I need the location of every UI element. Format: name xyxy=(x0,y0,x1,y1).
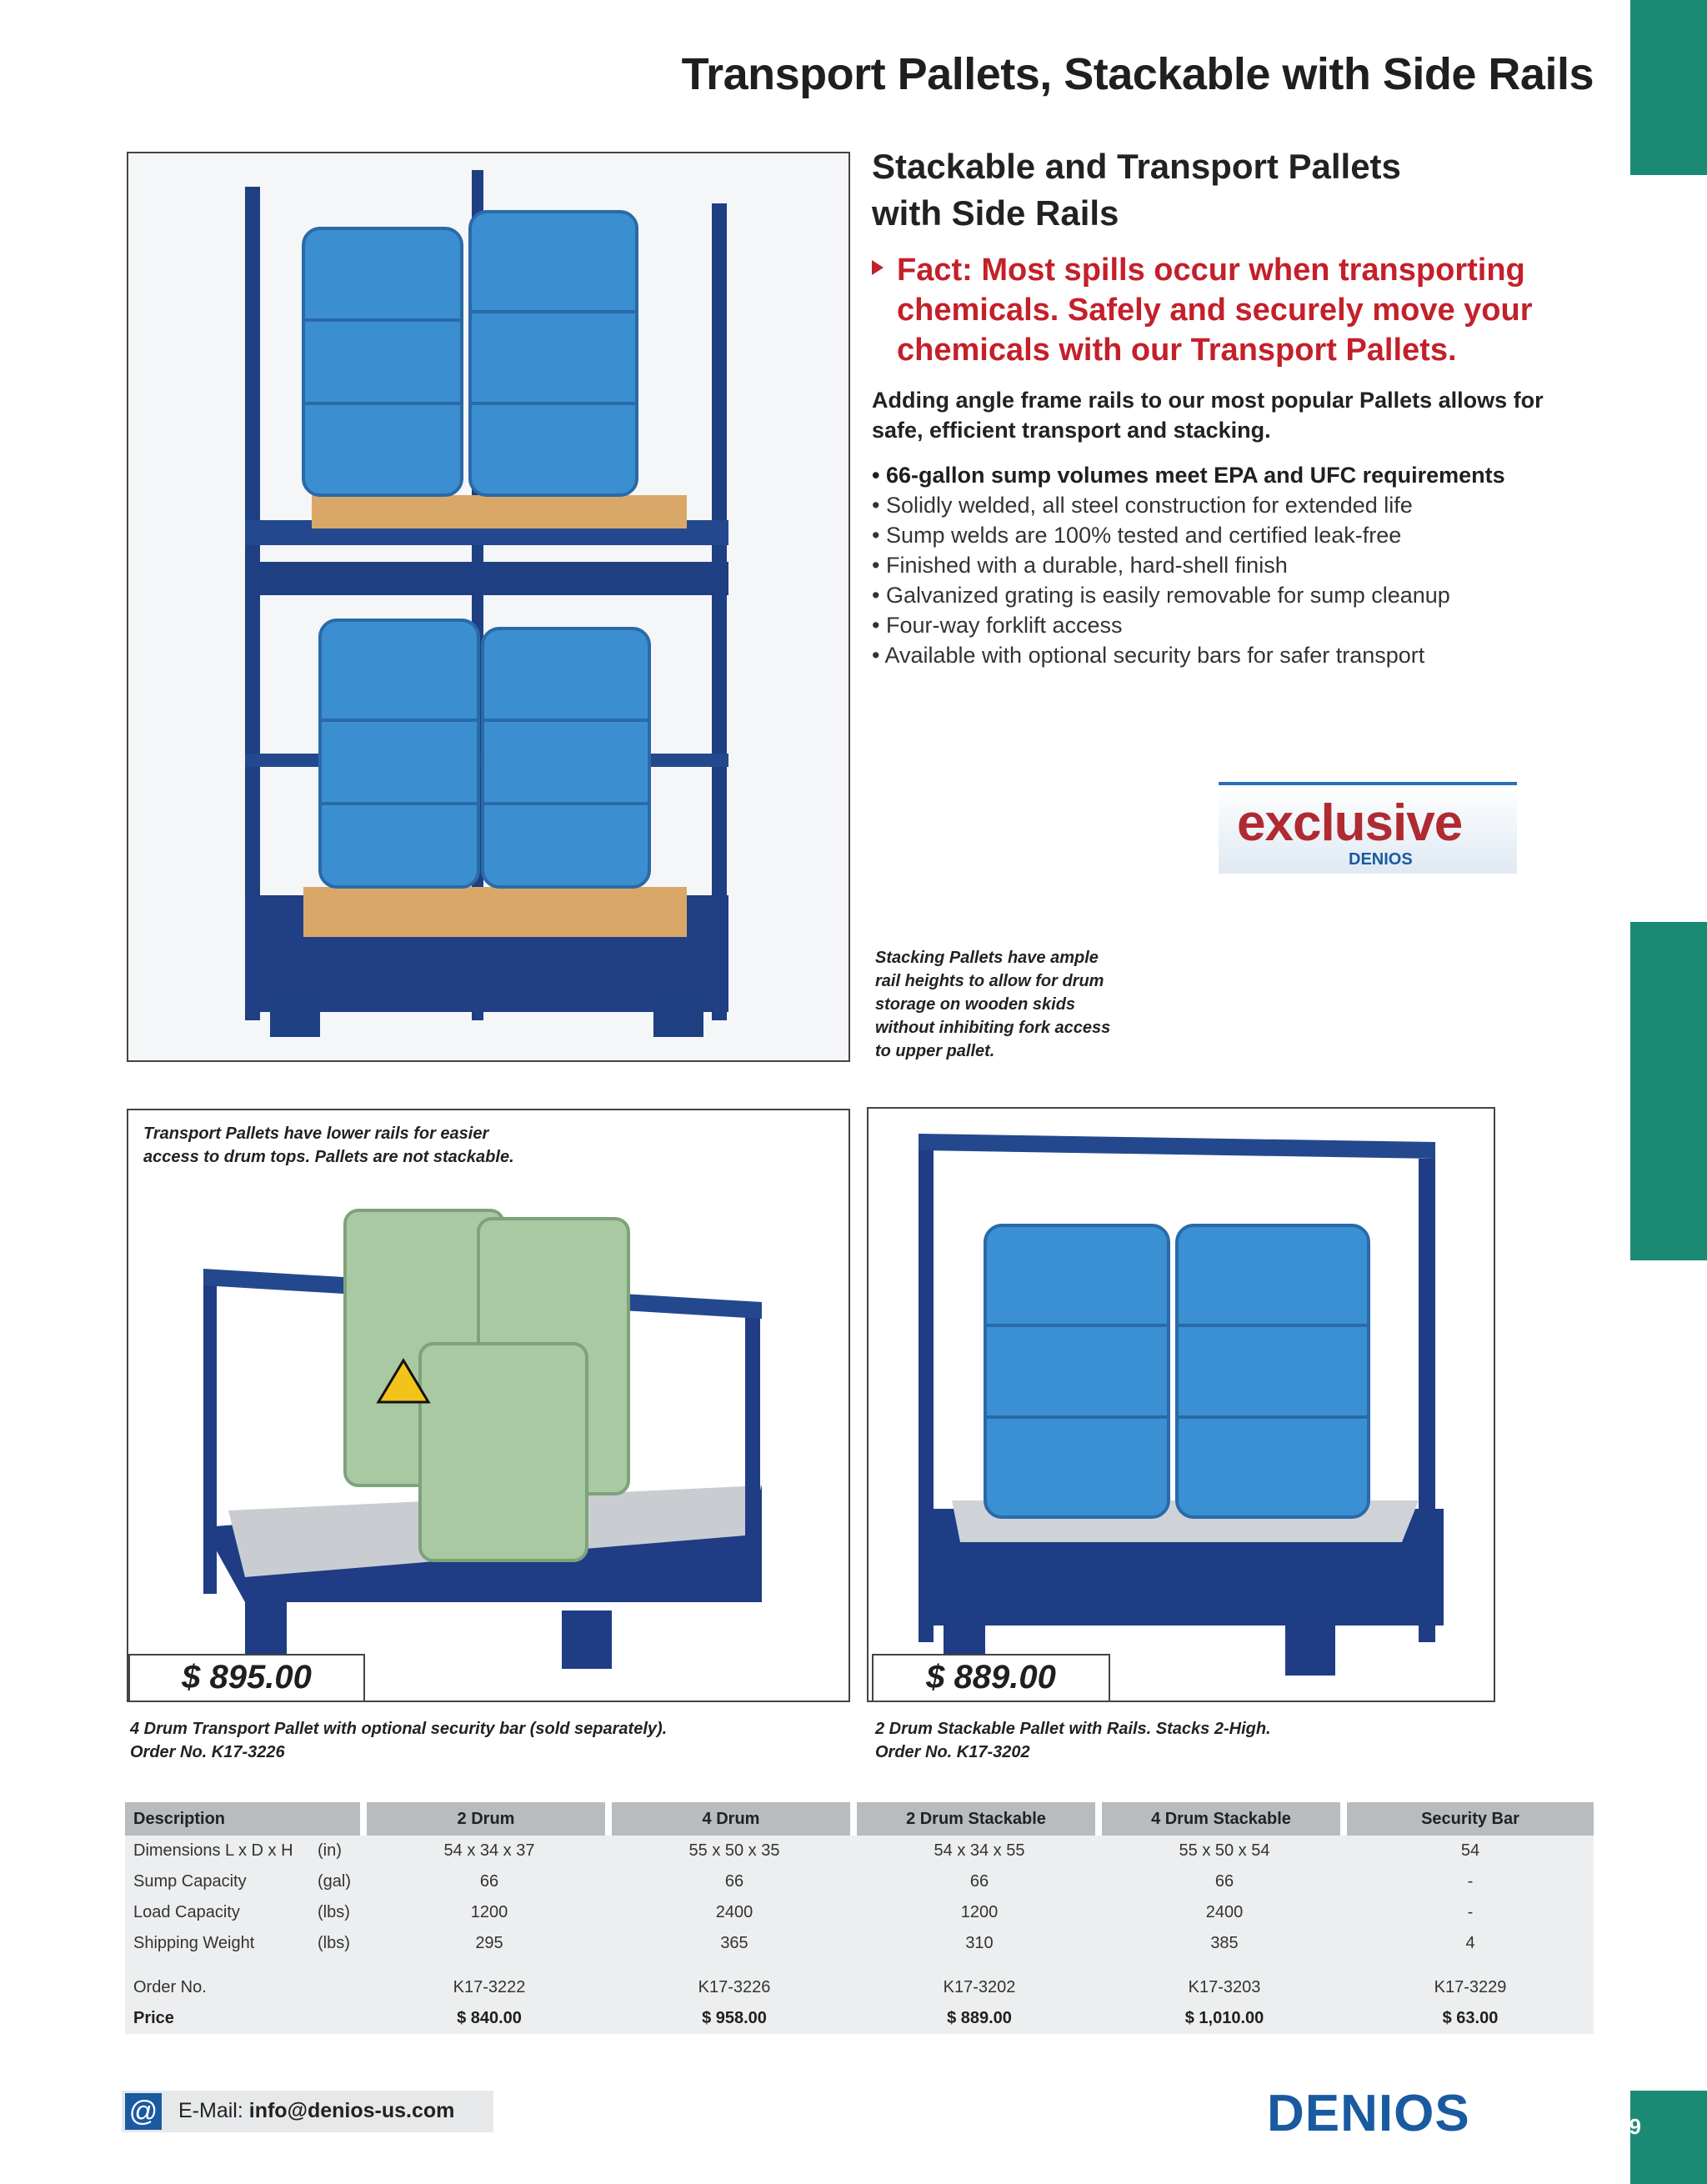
table-cell: - xyxy=(1347,1897,1594,1928)
row-unit: (lbs) xyxy=(317,1928,367,1959)
section-heading xyxy=(872,143,1605,237)
feature-item: • Available with optional security bars for safer transport xyxy=(872,643,1425,668)
table-cell: $ 889.00 xyxy=(857,2003,1102,2034)
exclusive-logo xyxy=(1219,782,1517,874)
row-label: Dimensions L x D x H xyxy=(125,1836,317,1866)
table-cell: 55 x 50 x 54 xyxy=(1102,1836,1347,1866)
feature-item: • Solidly welded, all steel construction for extended life xyxy=(872,493,1413,518)
table-cell: 54 xyxy=(1347,1836,1594,1866)
table-cell: $ 63.00 xyxy=(1347,2003,1594,2034)
stacked-pallets-photo xyxy=(127,152,850,1062)
column-header: 4 Drum xyxy=(612,1802,857,1836)
row-label: Load Capacity xyxy=(125,1897,317,1928)
section-heading-line1: Stackable and Transport Pallets xyxy=(872,147,1401,186)
feature-item: • 66-gallon sump volumes meet EPA and UFC requirements xyxy=(872,463,1505,488)
table-cell: 1200 xyxy=(857,1897,1102,1928)
stacking-caption: Stacking Pallets have ample rail heights to allow for drum storage on wooden skids without inhibiting fork access to upper pallet. xyxy=(875,949,1111,1060)
feature-item: • Sump welds are 100% tested and certified leak-free xyxy=(872,523,1402,548)
table-header-row xyxy=(125,1802,1594,1836)
table-cell: $ 1,010.00 xyxy=(1102,2003,1347,2034)
column-header: Description xyxy=(125,1802,367,1836)
side-tab-bottom xyxy=(1630,2091,1707,2184)
table-cell: 2400 xyxy=(612,1897,857,1928)
table-cell: K17-3229 xyxy=(1347,1972,1594,2003)
order-number-transport: Order No. K17-3226 xyxy=(130,1743,285,1761)
page-number: 99 xyxy=(1617,2114,1641,2139)
feature-item: • Finished with a durable, hard-shell finish xyxy=(872,553,1288,578)
table-row xyxy=(125,1836,1594,1866)
table-cell: 1200 xyxy=(367,1897,612,1928)
table-cell: $ 958.00 xyxy=(612,2003,857,2034)
page-title: Transport Pallets, Stackable with Side Rails xyxy=(681,49,1594,99)
column-header: 2 Drum xyxy=(367,1802,612,1836)
table-cell: 55 x 50 x 35 xyxy=(612,1836,857,1866)
table-cell: 365 xyxy=(612,1928,857,1959)
table-cell: 385 xyxy=(1102,1928,1347,1959)
transport-pallet-photo xyxy=(127,1109,850,1702)
table-spacer-row xyxy=(125,1959,1594,1972)
row-unit: (gal) xyxy=(317,1866,367,1897)
table-cell: K17-3226 xyxy=(612,1972,857,2003)
table-cell: 54 x 34 x 37 xyxy=(367,1836,612,1866)
table-cell: K17-3222 xyxy=(367,1972,612,2003)
row-label: Order No. xyxy=(125,1972,367,2003)
product-description-transport: 4 Drum Transport Pallet with optional security bar (sold separately). xyxy=(130,1720,668,1738)
column-header: 2 Drum Stackable xyxy=(857,1802,1102,1836)
order-number-stackable: Order No. K17-3202 xyxy=(875,1743,1030,1761)
email-line xyxy=(178,2099,454,2123)
table-cell: 66 xyxy=(857,1866,1102,1897)
fact-callout xyxy=(872,250,1589,370)
row-unit: (in) xyxy=(317,1836,367,1866)
table-row-price xyxy=(125,2003,1594,2034)
table-row-order xyxy=(125,1972,1594,2003)
spec-table xyxy=(125,1802,1594,2034)
side-tab-top xyxy=(1630,0,1707,175)
exclusive-logo-word: exclusive xyxy=(1237,794,1463,852)
at-sign-icon: @ xyxy=(125,2093,162,2130)
row-label: Sump Capacity xyxy=(125,1866,317,1897)
email-label: E-Mail: xyxy=(178,2099,243,2122)
transport-caption: Transport Pallets have lower rails for easier access to drum tops. Pallets are not stackable. xyxy=(143,1125,514,1166)
side-tab-middle xyxy=(1630,922,1707,1260)
table-cell: 295 xyxy=(367,1928,612,1959)
denios-logo: DENIOS xyxy=(1267,2085,1470,2142)
table-cell: 66 xyxy=(612,1866,857,1897)
row-unit: (lbs) xyxy=(317,1897,367,1928)
stackable-pallet-photo xyxy=(867,1107,1495,1702)
exclusive-logo-brand: DENIOS xyxy=(1349,850,1413,869)
table-cell: K17-3203 xyxy=(1102,1972,1347,2003)
row-label: Price xyxy=(125,2003,367,2034)
table-row xyxy=(125,1897,1594,1928)
table-cell: 54 x 34 x 55 xyxy=(857,1836,1102,1866)
fact-text: Fact: Most spills occur when transporting chemicals. Safely and securely move your chemicals with our Transport Pallets. xyxy=(897,253,1533,368)
row-label: Shipping Weight xyxy=(125,1928,317,1959)
table-cell: 4 xyxy=(1347,1928,1594,1959)
product-description-stackable: 2 Drum Stackable Pallet with Rails. Stacks 2-High. xyxy=(875,1720,1271,1738)
feature-item: • Galvanized grating is easily removable for sump cleanup xyxy=(872,583,1450,608)
table-cell: 66 xyxy=(367,1866,612,1897)
intro-text: Adding angle frame rails to our most popular Pallets allows for safe, efficient transport and stacking. xyxy=(872,388,1544,443)
feature-item: • Four-way forklift access xyxy=(872,613,1123,638)
email-address[interactable]: info@denios-us.com xyxy=(248,2099,455,2122)
price-box-transport: $ 895.00 xyxy=(128,1654,365,1702)
table-row xyxy=(125,1866,1594,1897)
feature-list xyxy=(872,460,1589,670)
table-cell: $ 840.00 xyxy=(367,2003,612,2034)
column-header: 4 Drum Stackable xyxy=(1102,1802,1347,1836)
table-cell: 310 xyxy=(857,1928,1102,1959)
table-cell: 66 xyxy=(1102,1866,1347,1897)
table-cell: 2400 xyxy=(1102,1897,1347,1928)
price-box-stackable: $ 889.00 xyxy=(872,1654,1110,1702)
section-heading-line2: with Side Rails xyxy=(872,193,1119,233)
table-row xyxy=(125,1928,1594,1959)
table-cell: K17-3202 xyxy=(857,1972,1102,2003)
column-header: Security Bar xyxy=(1347,1802,1594,1836)
table-cell: - xyxy=(1347,1866,1594,1897)
triangle-bullet-icon xyxy=(872,260,884,275)
